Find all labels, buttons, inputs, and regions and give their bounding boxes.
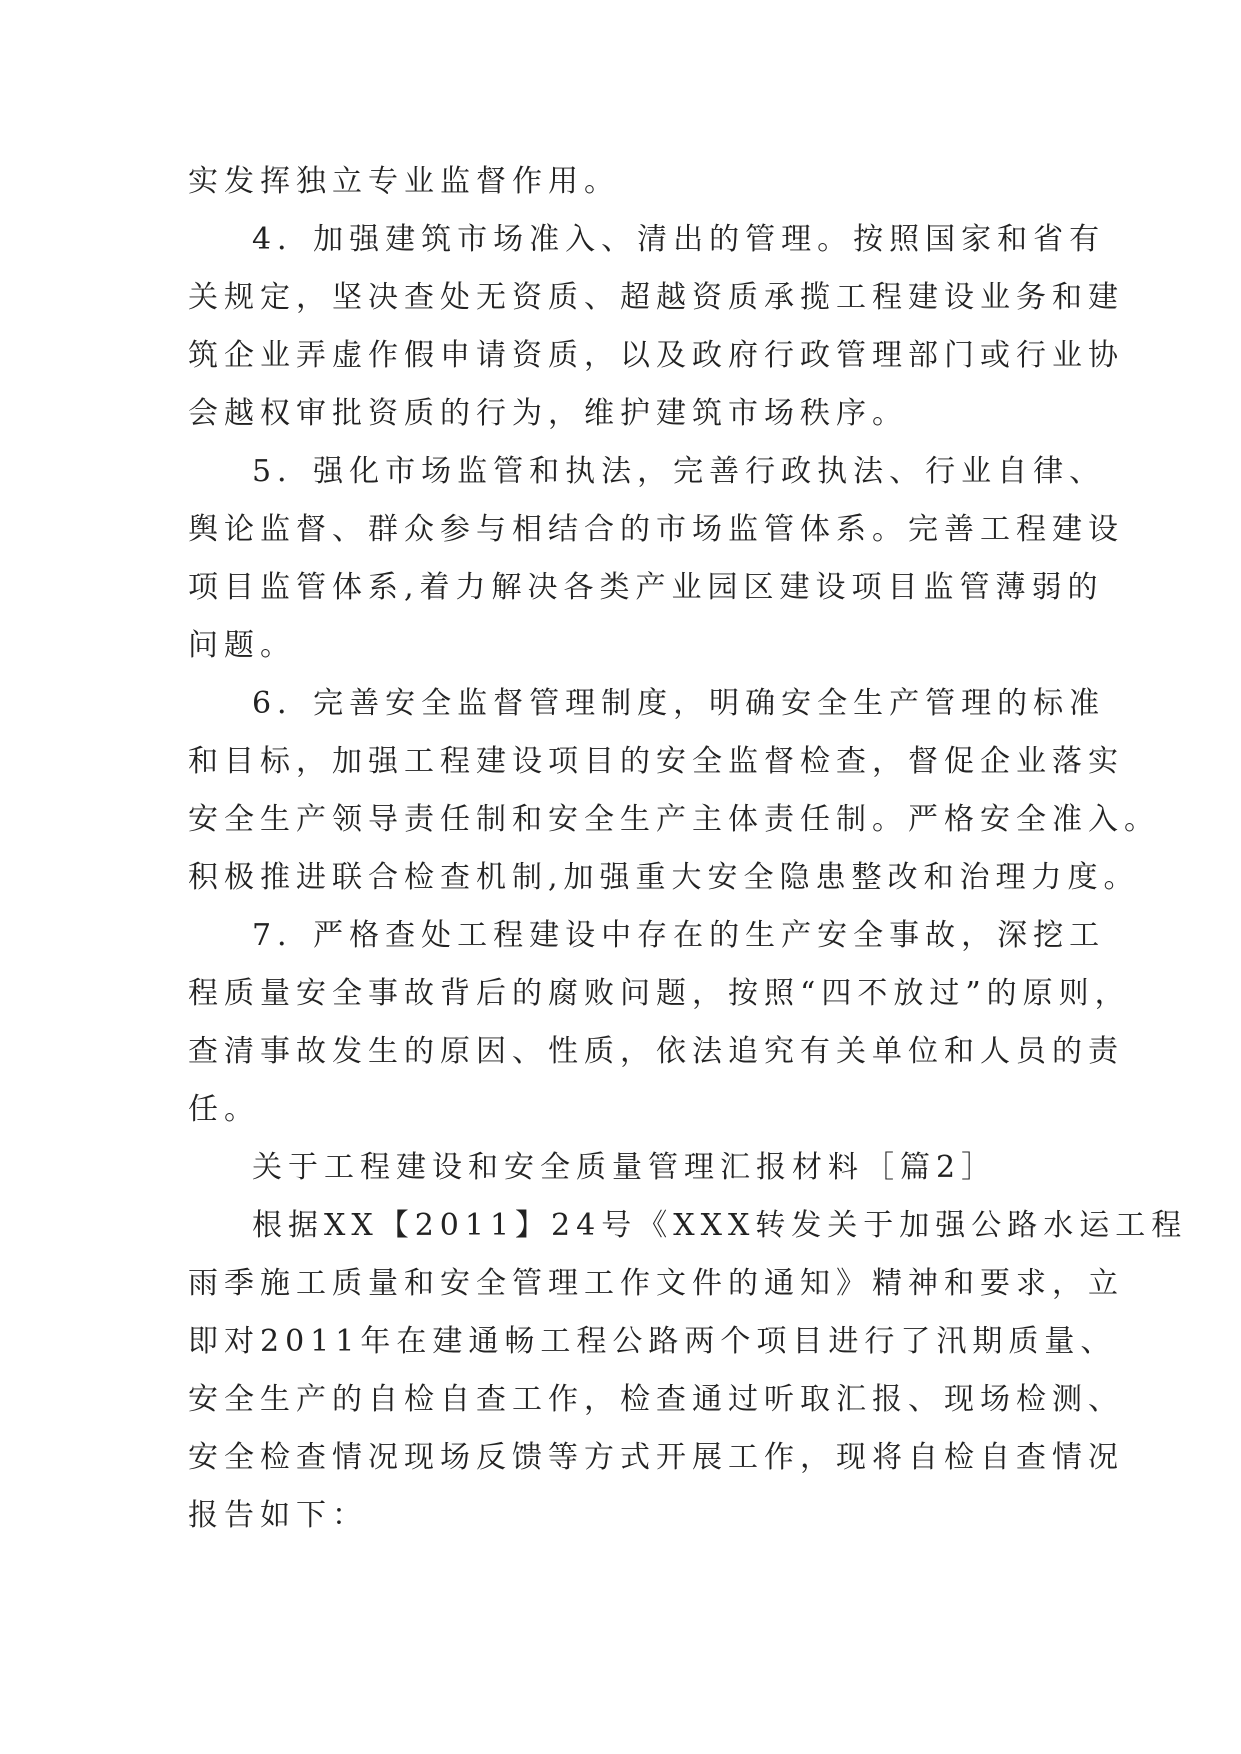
text-line: 项目监管体系,着力解决各类产业园区建设项目监管薄弱的 xyxy=(188,570,1104,605)
text-line: 安全检查情况现场反馈等方式开展工作，现将自检自查情况 xyxy=(188,1440,1124,1475)
text-line: 筑企业弄虚作假申请资质，以及政府行政管理部门或行业协 xyxy=(188,338,1124,373)
text-line: 安全生产的自检自查工作，检查通过听取汇报、现场检测、 xyxy=(188,1382,1124,1417)
text-line: 6．完善安全监督管理制度，明确安全生产管理的标准 xyxy=(252,686,1106,721)
text-line: 根据XX【2011】24号《XXX转发关于加强公路水运工程 xyxy=(252,1208,1188,1243)
text-line: 实发挥独立专业监督作用。 xyxy=(188,164,620,199)
text-line: 即对2011年在建通畅工程公路两个项目进行了汛期质量、 xyxy=(188,1324,1117,1359)
text-line: 积极推进联合检查机制,加强重大安全隐患整改和治理力度。 xyxy=(188,860,1140,895)
text-line: 4．加强建筑市场准入、清出的管理。按照国家和省有 xyxy=(252,222,1106,257)
section-heading: 关于工程建设和安全质量管理汇报材料［篇2］ xyxy=(252,1150,998,1185)
document-body xyxy=(188,153,1188,1545)
text-line: 会越权审批资质的行为，维护建筑市场秩序。 xyxy=(188,396,908,431)
text-line: 和目标，加强工程建设项目的安全监督检查，督促企业落实 xyxy=(188,744,1124,779)
text-line: 关规定，坚决查处无资质、超越资质承揽工程建设业务和建 xyxy=(188,280,1124,315)
text-line: 问题。 xyxy=(188,628,296,663)
text-line: 5．强化市场监管和执法，完善行政执法、行业自律、 xyxy=(252,454,1106,489)
text-line: 程质量安全事故背后的腐败问题，按照“四不放过”的原则， xyxy=(188,976,1131,1011)
text-line: 7．严格查处工程建设中存在的生产安全事故，深挖工 xyxy=(252,918,1106,953)
text-line: 雨季施工质量和安全管理工作文件的通知》精神和要求，立 xyxy=(188,1266,1124,1301)
text-line: 报告如下： xyxy=(188,1498,368,1533)
text-line: 安全生产领导责任制和安全生产主体责任制。严格安全准入。 xyxy=(188,802,1160,837)
text-line: 任。 xyxy=(188,1092,260,1127)
text-line: 查清事故发生的原因、性质，依法追究有关单位和人员的责 xyxy=(188,1034,1124,1069)
text-line: 舆论监督、群众参与相结合的市场监管体系。完善工程建设 xyxy=(188,512,1124,547)
